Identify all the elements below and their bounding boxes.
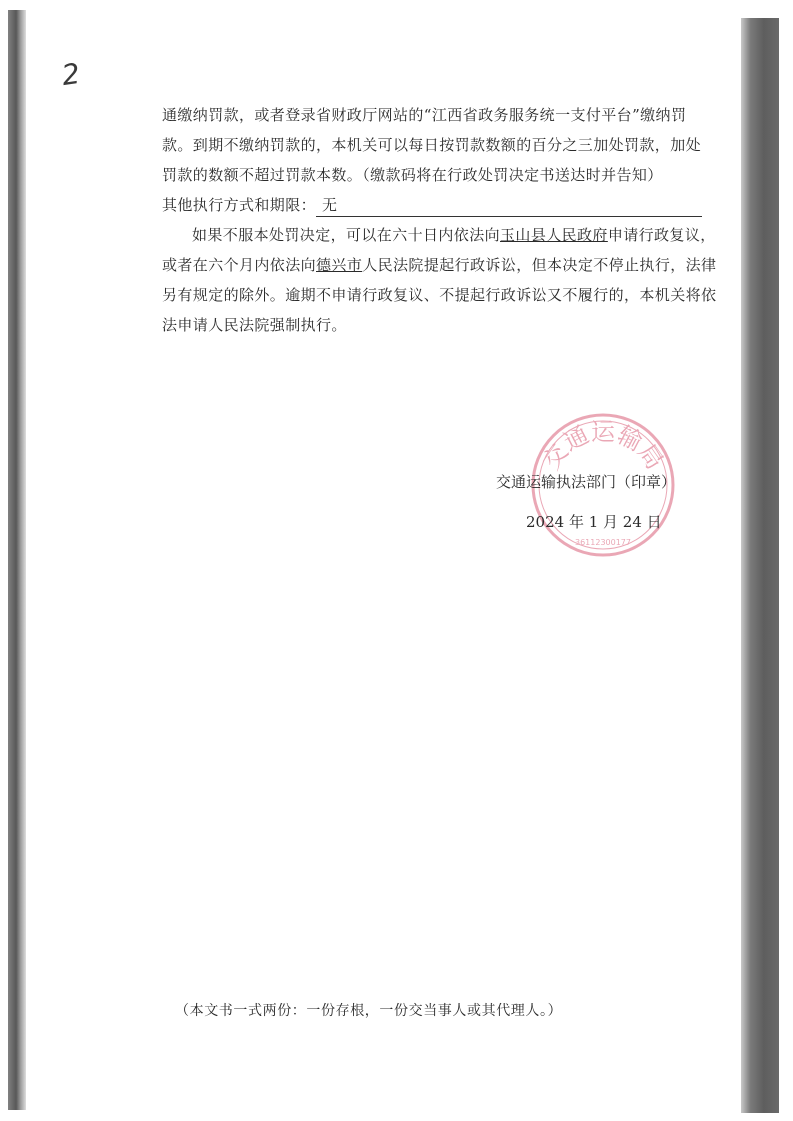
footer-note: （本文书一式两份：一份存根，一份交当事人或其代理人。）: [175, 1003, 563, 1019]
appeal-text-c: 人民法院提起行政诉讼，但本决定不停止执行，法律另有规定的除外。逾期不申请行政复议、不提起行政诉讼又不履行的，本机关将依法申请人民法院强制执行。: [162, 256, 717, 334]
signature-block: [496, 462, 676, 542]
appeal-text-b: 申请行政复议，或者在六个月内依法向: [162, 226, 716, 274]
paragraph-payment-line-2: 款。到期不缴纳罚款的，本机关可以每日按罚款数额的百分之三加处罚款，加处: [162, 136, 702, 154]
paragraph-appeal: [162, 220, 722, 340]
paragraph-payment-line-3: 罚款的数额不超过罚款本数。（缴款码将在行政处罚决定书送达时并告知）: [162, 166, 663, 184]
page-mark: 2: [59, 56, 83, 93]
seal-text: 交通运输局: [537, 418, 669, 475]
signature-date: 2024 年 1 月 24 日: [526, 513, 662, 531]
seal-number: 36112300177: [575, 538, 631, 547]
paragraph-payment-line-1: 通缴纳罚款，或者登录省财政厅网站的“江西省政务服务统一支付平台”缴纳罚: [162, 106, 687, 124]
scan-edge-left: [8, 10, 26, 1110]
appeal-court: 德兴市: [316, 256, 363, 274]
department-label: 交通运输执法部门（印章）: [496, 473, 677, 491]
scan-edge-right: [741, 18, 779, 1113]
appeal-government: 玉山县人民政府: [500, 226, 608, 244]
other-execution-value: 无: [316, 194, 702, 217]
appeal-text-a: 如果不服本处罚决定，可以在六十日内依法向: [192, 226, 501, 244]
document-body: [162, 100, 722, 340]
other-execution-label: 其他执行方式和期限：: [162, 196, 317, 214]
other-execution-row: [162, 190, 722, 220]
